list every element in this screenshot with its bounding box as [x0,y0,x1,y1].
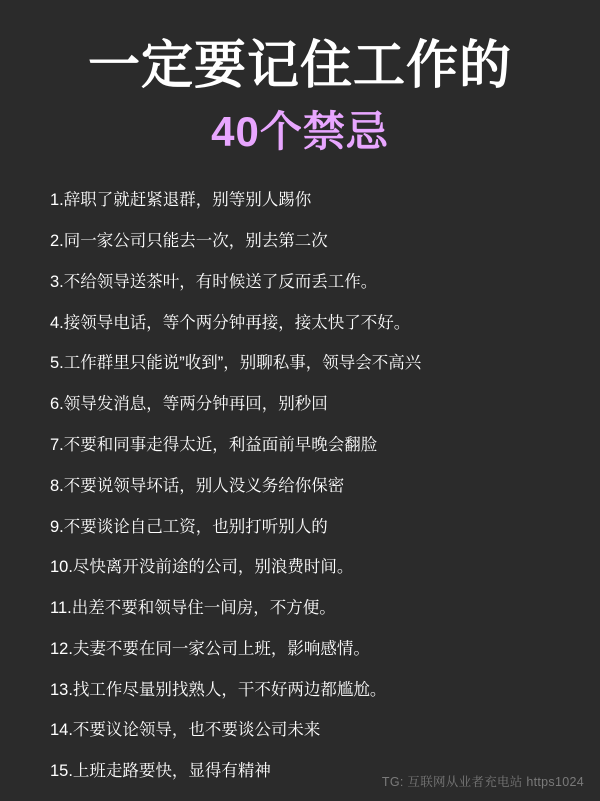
list-item: 8.不要说领导坏话，别人没义务给你保密 [50,476,345,495]
list-item: 5.工作群里只能说”收到”，别聊私事，领导会不高兴 [50,354,422,373]
list-item: 10.尽快离开没前途的公司，别浪费时间。 [50,558,354,577]
list-item: 11.出差不要和领导住一间房，不方便。 [50,599,336,618]
list-item: 13.找工作尽量别找熟人，干不好两边都尴尬。 [50,680,387,699]
list-item: 2.同一家公司只能去一次，别去第二次 [50,232,328,251]
list-item: 12.夫妻不要在同一家公司上班，影响感情。 [50,639,370,658]
taboo-list [34,189,566,800]
list-item: 3.不给领导送茶叶，有时候送了反而丢工作。 [50,272,378,291]
page-title: 一定要记住工作的 [87,37,512,95]
list-item: 6.领导发消息，等两分钟再回，别秒回 [50,395,328,414]
list-item: 9.不要谈论自己工资，也别打听别人的 [50,517,328,536]
list-item: 15.上班走路要快，显得有精神 [50,762,271,781]
page-subtitle: 40个禁忌 [211,108,389,156]
list-item: 4.接领导电话，等个两分钟再接，接太快了不好。 [50,313,411,332]
list-item: 14.不要议论领导，也不要谈公司未来 [50,721,321,740]
list-item: 1.辞职了就赶紧退群，别等别人踢你 [50,191,312,210]
list-item: 7.不要和同事走得太近，利益面前早晚会翻脸 [50,435,378,454]
footer-watermark: TG: 互联网从业者充电站 https1024 [381,775,584,789]
